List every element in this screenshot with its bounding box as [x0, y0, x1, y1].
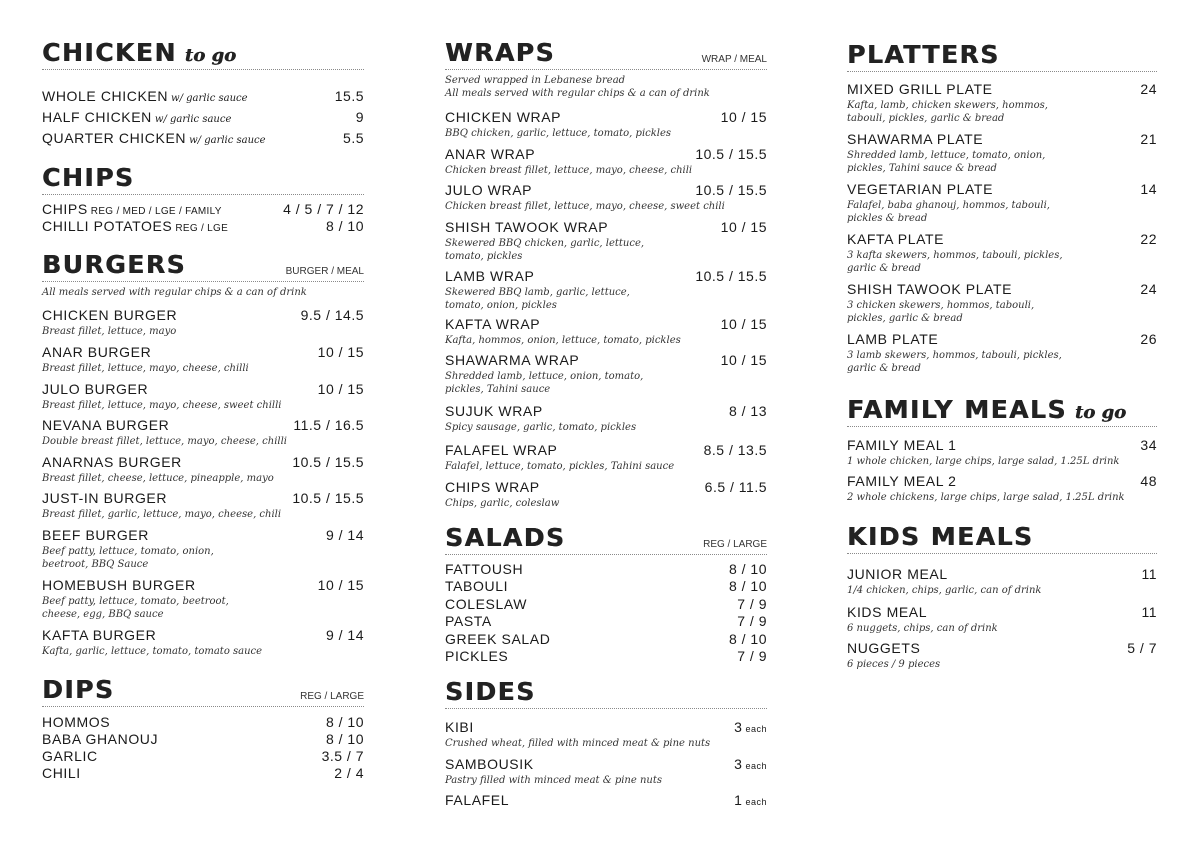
- item-description: Breast fillet, lettuce, mayo, cheese, sweet chilli: [42, 400, 282, 411]
- menu-item: [445, 613, 767, 631]
- item-description: 6 pieces / 9 pieces: [847, 659, 941, 670]
- menu-item: [42, 627, 364, 658]
- item-price: 34: [1140, 437, 1157, 453]
- section-title: BURGERS: [42, 250, 186, 279]
- menu-item: [42, 344, 364, 375]
- item-description: 6 nuggets, chips, can of drink: [847, 623, 998, 634]
- menu-item: [847, 604, 1157, 635]
- section-burgers: [42, 250, 364, 657]
- item-price: 9.5 / 14.5: [300, 307, 364, 323]
- menu-item: [445, 631, 767, 649]
- menu-item: [42, 454, 364, 485]
- item-price: 10 / 15: [720, 316, 767, 332]
- menu-item: [445, 756, 767, 787]
- item-name: SHAWARMA WRAP: [445, 352, 580, 368]
- section-title: CHICKEN to go: [42, 38, 236, 67]
- menu-item: [42, 381, 364, 412]
- item-name: NEVANA BURGER: [42, 417, 170, 433]
- item-price: 8 / 10: [728, 631, 767, 647]
- item-name: COLESLAW: [445, 596, 528, 612]
- item-name: GARLIC: [42, 748, 98, 764]
- section-sides: [445, 677, 767, 808]
- item-name: JULO BURGER: [42, 381, 149, 397]
- item-description: Chicken breast fillet, lettuce, mayo, cheese, chili: [445, 165, 693, 176]
- item-description: Skewered BBQ lamb, garlic, lettuce, tomato, onion, pickles: [445, 287, 630, 311]
- section-header: [847, 395, 1157, 427]
- menu-item: [847, 81, 1157, 125]
- item-price: 10.5 / 15.5: [292, 454, 364, 470]
- menu-item: [445, 403, 767, 434]
- item-inline-note: w/ garlic sauce: [171, 93, 248, 104]
- item-description: Kafta, hommos, onion, lettuce, tomato, pickles: [445, 335, 681, 346]
- menu-item: [42, 218, 364, 236]
- item-name: LAMB WRAP: [445, 268, 535, 284]
- item-price: 10.5 / 15.5: [695, 146, 767, 162]
- item-name: MIXED GRILL PLATE: [847, 81, 993, 97]
- menu-item: [847, 437, 1157, 468]
- item-description: Breast fillet, garlic, lettuce, mayo, cheese, chili: [42, 509, 282, 520]
- section-header: [847, 40, 1157, 72]
- item-price: 21: [1140, 131, 1157, 147]
- item-price: 8 / 10: [728, 578, 767, 594]
- section-price-note: REG / LARGE: [300, 691, 364, 702]
- menu-item: [847, 181, 1157, 225]
- menu-item: [847, 473, 1157, 504]
- section-title: DIPS: [42, 675, 115, 704]
- menu-item: [42, 714, 364, 732]
- item-price: 22: [1140, 231, 1157, 247]
- menu-item: [847, 131, 1157, 175]
- item-price: 15.5: [334, 88, 364, 104]
- item-description: Kafta, lamb, chicken skewers, hommos, tabouli, pickles, garlic & bread: [847, 100, 1048, 124]
- item-price: 9 / 14: [325, 627, 364, 643]
- menu-item: [42, 201, 364, 219]
- item-price: 8 / 10: [325, 714, 364, 730]
- item-name: ANAR WRAP: [445, 146, 536, 162]
- menu-item: [445, 561, 767, 579]
- menu-item: [42, 577, 364, 621]
- item-price: 3 each: [734, 756, 767, 772]
- section-header: [42, 163, 364, 195]
- menu-item: [42, 130, 364, 148]
- menu-item: [445, 146, 767, 177]
- item-name: SHAWARMA PLATE: [847, 131, 984, 147]
- item-price: 10 / 15: [720, 352, 767, 368]
- section-wraps: [445, 38, 767, 509]
- item-price: 24: [1140, 81, 1157, 97]
- item-description: Chicken breast fillet, lettuce, mayo, cheese, sweet chili: [445, 201, 725, 212]
- item-inline-note: w/ garlic sauce: [154, 114, 232, 125]
- item-name: VEGETARIAN PLATE: [847, 181, 994, 197]
- item-name: NUGGETS: [847, 640, 921, 656]
- item-name: CHICKEN BURGER: [42, 307, 178, 323]
- section-header: [42, 250, 364, 282]
- menu-item: [42, 765, 364, 783]
- item-price: 2 / 4: [334, 765, 364, 781]
- item-price: 4 / 5 / 7 / 12: [283, 201, 364, 217]
- section-chicken: [42, 38, 364, 146]
- section-title: FAMILY MEALS to go: [847, 395, 1127, 424]
- item-name: HOMEBUSH BURGER: [42, 577, 196, 593]
- item-name: TABOULI: [445, 578, 509, 594]
- section-header: [445, 677, 767, 709]
- item-price: 8.5 / 13.5: [703, 442, 767, 458]
- menu-item: [445, 479, 767, 510]
- menu-item: [42, 307, 364, 338]
- menu-item: [42, 109, 364, 127]
- item-description: Double breast fillet, lettuce, mayo, cheese, chilli: [42, 436, 287, 447]
- menu-item: [847, 640, 1157, 671]
- item-name: KAFTA BURGER: [42, 627, 157, 643]
- item-name: JUNIOR MEAL: [847, 566, 948, 582]
- item-price: 10 / 15: [317, 344, 364, 360]
- to-go-label: to go: [1074, 402, 1127, 423]
- item-price: 10 / 15: [317, 381, 364, 397]
- item-name: KAFTA PLATE: [847, 231, 945, 247]
- section-intro: All meals served with regular chips & a can of drink: [42, 287, 307, 298]
- item-description: Shredded lamb, lettuce, onion, tomato, pickles, Tahini sauce: [445, 371, 644, 395]
- item-name: WHOLE CHICKEN w/ garlic sauce: [42, 88, 248, 104]
- item-name: LAMB PLATE: [847, 331, 939, 347]
- item-name: CHILLI POTATOES REG / LGE: [42, 218, 229, 234]
- item-price: 10 / 15: [720, 219, 767, 235]
- item-description: BBQ chicken, garlic, lettuce, tomato, pickles: [445, 128, 672, 139]
- section-price-note: BURGER / MEAL: [285, 266, 364, 277]
- item-description: Spicy sausage, garlic, tomato, pickles: [445, 422, 637, 433]
- item-price: 10.5 / 15.5: [292, 490, 364, 506]
- item-size-note: REG / LGE: [175, 223, 229, 234]
- menu-item: [445, 268, 767, 312]
- item-price: 14: [1140, 181, 1157, 197]
- item-name: FALAFEL WRAP: [445, 442, 558, 458]
- item-name: ANARNAS BURGER: [42, 454, 182, 470]
- section-title: PLATTERS: [847, 40, 1000, 69]
- item-name: HOMMOS: [42, 714, 111, 730]
- item-price: 10.5 / 15.5: [695, 182, 767, 198]
- menu-item: [445, 792, 767, 810]
- item-price: 9 / 14: [325, 527, 364, 543]
- section-price-note: REG / LARGE: [703, 539, 767, 550]
- menu-item: [445, 219, 767, 263]
- item-price: 8 / 13: [728, 403, 767, 419]
- item-name: CHICKEN WRAP: [445, 109, 562, 125]
- menu-item: [445, 182, 767, 213]
- section-platters: [847, 40, 1157, 374]
- item-name: GREEK SALAD: [445, 631, 551, 647]
- item-description: 2 whole chickens, large chips, large salad, 1.25L drink: [847, 492, 1125, 503]
- to-go-label: to go: [184, 45, 236, 66]
- item-inline-note: w/ garlic sauce: [189, 135, 266, 146]
- item-price: 10 / 15: [720, 109, 767, 125]
- menu-item: [445, 442, 767, 473]
- menu-item: [445, 648, 767, 666]
- item-description: Breast fillet, lettuce, mayo: [42, 326, 177, 337]
- item-name: SAMBOUSIK: [445, 756, 534, 772]
- item-description: 3 kafta skewers, hommos, tabouli, pickles, garlic & bread: [847, 250, 1063, 274]
- menu-item: [445, 352, 767, 396]
- item-description: Chips, garlic, coleslaw: [445, 498, 560, 509]
- item-price: 11: [1141, 604, 1157, 620]
- section-header: [42, 675, 364, 707]
- section-header: [445, 38, 767, 70]
- item-description: Kafta, garlic, lettuce, tomato, tomato sauce: [42, 646, 263, 657]
- section-kids-meals: [847, 522, 1157, 670]
- item-description: Beef patty, lettuce, tomato, beetroot, cheese, egg, BBQ sauce: [42, 596, 229, 620]
- section-price-note: WRAP / MEAL: [701, 54, 767, 65]
- section-title: CHIPS: [42, 163, 135, 192]
- item-name: CHIPS WRAP: [445, 479, 540, 495]
- menu-item: [42, 527, 364, 571]
- item-price: 8 / 10: [325, 731, 364, 747]
- item-description: Skewered BBQ chicken, garlic, lettuce, tomato, pickles: [445, 238, 645, 262]
- item-description: Beef patty, lettuce, tomato, onion, beetroot, BBQ Sauce: [42, 546, 214, 570]
- item-price: 26: [1140, 331, 1157, 347]
- item-description: 1/4 chicken, chips, garlic, can of drink: [847, 585, 1042, 596]
- item-description: Falafel, baba ghanouj, hommos, tabouli, pickles & bread: [847, 200, 1050, 224]
- section-title: SALADS: [445, 523, 566, 552]
- item-price: 7 / 9: [737, 613, 767, 629]
- item-name: ANAR BURGER: [42, 344, 152, 360]
- item-description: 1 whole chicken, large chips, large salad, 1.25L drink: [847, 456, 1120, 467]
- menu-item: [847, 281, 1157, 325]
- menu-item: [445, 316, 767, 347]
- item-price: 10 / 15: [317, 577, 364, 593]
- item-price: 6.5 / 11.5: [704, 479, 767, 495]
- item-name: KIBI: [445, 719, 474, 735]
- item-name: BEEF BURGER: [42, 527, 149, 543]
- item-name: QUARTER CHICKEN w/ garlic sauce: [42, 130, 266, 146]
- menu-item: [847, 231, 1157, 275]
- item-price: 11: [1141, 566, 1157, 582]
- item-price: 1 each: [734, 792, 767, 808]
- item-price: 10.5 / 15.5: [695, 268, 767, 284]
- section-family-meals: [847, 395, 1157, 503]
- item-price: 24: [1140, 281, 1157, 297]
- item-price: 5 / 7: [1127, 640, 1157, 656]
- item-name: FALAFEL: [445, 792, 510, 808]
- item-description: Crushed wheat, filled with minced meat & pine nuts: [445, 738, 711, 749]
- section-chips: [42, 163, 364, 234]
- item-name: FAMILY MEAL 1: [847, 437, 957, 453]
- item-description: 3 lamb skewers, hommos, tabouli, pickles, garlic & bread: [847, 350, 1062, 374]
- item-price: 3.5 / 7: [321, 748, 364, 764]
- section-intro: Served wrapped in Lebanese bread All meals served with regular chips & a can of drink: [445, 75, 710, 99]
- menu-item: [847, 566, 1157, 597]
- section-header: [847, 522, 1157, 554]
- item-name: FATTOUSH: [445, 561, 524, 577]
- item-price: 8 / 10: [325, 218, 364, 234]
- item-name: CHILI: [42, 765, 81, 781]
- item-name: KAFTA WRAP: [445, 316, 541, 332]
- item-price: 5.5: [343, 130, 364, 146]
- menu-item: [42, 748, 364, 766]
- menu-item: [847, 331, 1157, 375]
- item-description: Shredded lamb, lettuce, tomato, onion, pickles, Tahini sauce & bread: [847, 150, 1046, 174]
- item-price: 11.5 / 16.5: [293, 417, 364, 433]
- section-header: [445, 523, 767, 555]
- item-price: 8 / 10: [728, 561, 767, 577]
- menu-item: [445, 596, 767, 614]
- item-price: 7 / 9: [737, 648, 767, 664]
- item-price: 9: [355, 109, 364, 125]
- section-title: SIDES: [445, 677, 536, 706]
- item-price: 3 each: [734, 719, 767, 735]
- item-name: KIDS MEAL: [847, 604, 928, 620]
- item-description: Breast fillet, lettuce, mayo, cheese, chilli: [42, 363, 249, 374]
- section-salads: [445, 523, 767, 664]
- item-name: CHIPS REG / MED / LGE / FAMILY: [42, 201, 222, 217]
- item-name: FAMILY MEAL 2: [847, 473, 957, 489]
- item-name: PICKLES: [445, 648, 509, 664]
- item-name: JULO WRAP: [445, 182, 533, 198]
- item-description: Pastry filled with minced meat & pine nuts: [445, 775, 662, 786]
- item-name: SUJUK WRAP: [445, 403, 543, 419]
- section-title: WRAPS: [445, 38, 556, 67]
- item-name: SHISH TAWOOK PLATE: [847, 281, 1013, 297]
- menu-item: [42, 88, 364, 106]
- item-name: PASTA: [445, 613, 492, 629]
- item-name: SHISH TAWOOK WRAP: [445, 219, 609, 235]
- menu-item: [445, 109, 767, 140]
- section-title: KIDS MEALS: [847, 522, 1034, 551]
- item-description: Breast fillet, cheese, lettuce, pineapple, mayo: [42, 473, 274, 484]
- menu-item: [445, 578, 767, 596]
- section-dips: [42, 675, 364, 781]
- menu-item: [42, 731, 364, 749]
- section-header: [42, 38, 364, 70]
- item-price: 48: [1140, 473, 1157, 489]
- item-size-note: REG / MED / LGE / FAMILY: [90, 206, 222, 217]
- item-name: JUST-IN BURGER: [42, 490, 168, 506]
- menu-item: [42, 417, 364, 448]
- item-description: Falafel, lettuce, tomato, pickles, Tahini sauce: [445, 461, 675, 472]
- item-name: BABA GHANOUJ: [42, 731, 159, 747]
- menu-item: [445, 719, 767, 750]
- item-price: 7 / 9: [737, 596, 767, 612]
- item-description: 3 chicken skewers, hommos, tabouli, pickles, garlic & bread: [847, 300, 1035, 324]
- menu-item: [42, 490, 364, 521]
- item-name: HALF CHICKEN w/ garlic sauce: [42, 109, 232, 125]
